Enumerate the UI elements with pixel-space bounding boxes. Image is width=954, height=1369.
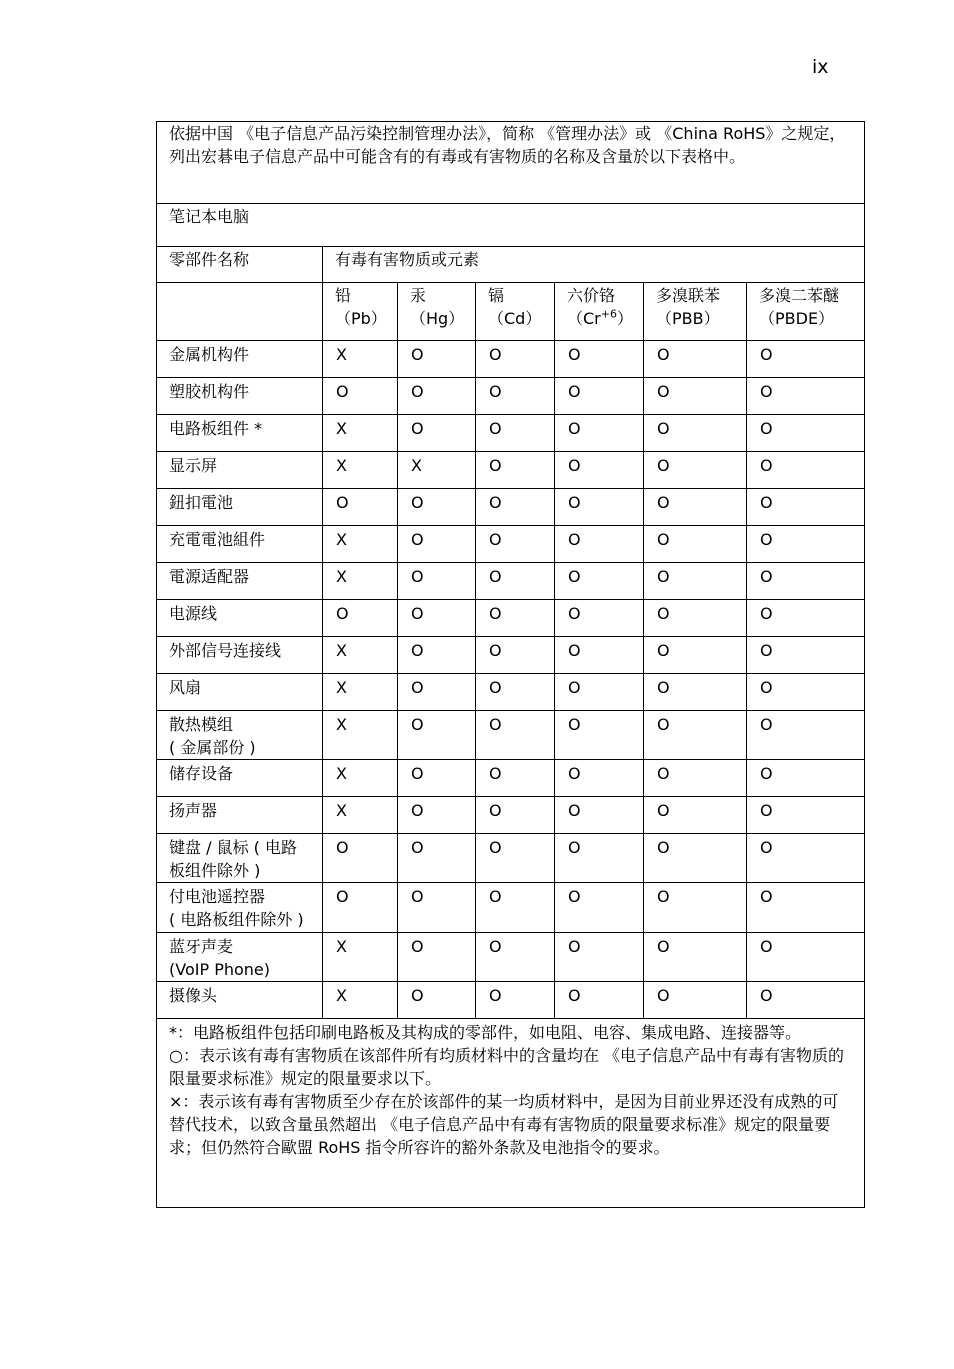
table-notes [157,1019,865,1208]
substance-mark: X [323,797,398,834]
table-row [157,637,865,674]
substance-mark: O [323,600,398,637]
note-line: *：电路板组件包括印刷电路板及其构成的零部件，如电阻、电容、集成电路、连接器等。 [169,1023,802,1042]
intro-text: 依据中国 《电子信息产品污染控制管理办法》，简称 《管理办法》或 《China RoHS》之规定，列出宏碁电子信息产品中可能含有的有毒或有害物质的名称及含量於以下表格中。 [157,122,865,204]
substance-mark: O [398,711,476,760]
substance-mark: O [747,378,865,415]
substance-mark: O [747,883,865,933]
product-category: 笔记本电脑 [157,204,865,247]
substance-mark: O [476,378,555,415]
substance-mark: O [644,378,747,415]
substance-mark: O [644,452,747,489]
substance-mark: O [398,600,476,637]
part-name: 电路板组件 * [157,415,323,452]
substance-mark: O [555,637,644,674]
substance-mark: O [323,883,398,933]
substance-name: 铅 [335,286,352,305]
table-row [157,797,865,834]
substance-mark: O [476,760,555,797]
part-name: 摄像头 [157,982,323,1019]
substance-mark: O [476,637,555,674]
substance-mark: O [644,933,747,982]
substance-mark: O [644,883,747,933]
part-name: 风扇 [157,674,323,711]
substance-mark: X [323,637,398,674]
substance-mark: X [323,415,398,452]
substance-header [555,283,644,341]
substance-symbol: （Cd） [488,309,542,328]
substance-mark: O [747,341,865,378]
substance-mark: O [398,489,476,526]
substance-mark: O [555,526,644,563]
substance-mark: O [398,982,476,1019]
substance-mark: X [323,933,398,982]
substance-mark: O [398,341,476,378]
substance-mark: O [398,378,476,415]
substance-mark: O [555,563,644,600]
substance-mark: O [555,711,644,760]
substance-mark: O [747,674,865,711]
substance-mark: O [644,563,747,600]
substance-mark: O [555,797,644,834]
substance-mark: O [398,933,476,982]
part-name: 显示屏 [157,452,323,489]
substance-mark: O [747,637,865,674]
substance-mark: O [644,341,747,378]
substance-mark: O [644,797,747,834]
table-row [157,526,865,563]
substance-mark: O [555,760,644,797]
substance-symbol: （Pb） [335,309,387,328]
substance-header [323,283,398,341]
substance-name: 六价铬 [567,286,616,305]
part-name: 充電電池組件 [157,526,323,563]
substance-mark: X [323,982,398,1019]
substance-header [398,283,476,341]
substance-mark: O [644,711,747,760]
table-row [157,563,865,600]
table-row [157,834,865,883]
substance-mark: O [476,883,555,933]
substance-mark: O [747,982,865,1019]
substance-mark: O [398,834,476,883]
substance-mark: X [323,563,398,600]
part-name: 储存设备 [157,760,323,797]
substance-mark: O [747,933,865,982]
rohs-substance-table [156,121,865,1208]
substance-mark: X [323,526,398,563]
substance-mark: O [747,797,865,834]
table-row [157,489,865,526]
substance-mark: O [747,600,865,637]
substance-mark: O [555,674,644,711]
part-name: 外部信号连接线 [157,637,323,674]
part-name: 键盘 / 鼠标 ( 电路板组件除外 ) [157,834,323,883]
substance-mark: O [398,415,476,452]
substance-header [644,283,747,341]
substance-mark: O [747,489,865,526]
table-row [157,982,865,1019]
substance-symbol: （Hg） [410,309,465,328]
substance-mark: O [476,982,555,1019]
table-row [157,341,865,378]
substance-mark: O [476,834,555,883]
substance-header [747,283,865,341]
table-row [157,760,865,797]
substance-mark: O [555,341,644,378]
part-name: 電源适配器 [157,563,323,600]
substance-mark: O [476,600,555,637]
substance-mark: O [555,489,644,526]
substance-mark: X [323,711,398,760]
part-name: 塑胶机构件 [157,378,323,415]
table-row [157,674,865,711]
part-name: 蓝牙声麦 (VoIP Phone) [157,933,323,982]
substance-mark: O [747,563,865,600]
note-line: ×：表示该有毒有害物质至少存在於该部件的某一均质材料中，是因为目前业界还没有成熟的可替代技术，以致含量虽然超出 《电子信息产品中有毒有害物质的限量要求标准》规定的限量要求；但仍然符合歐盟 RoHS 指令所容许的豁外条款及电池指令的要求。 [169,1092,839,1157]
substance-mark: O [555,415,644,452]
substance-mark: O [398,760,476,797]
substance-mark: O [398,637,476,674]
substance-mark: O [476,563,555,600]
table-row [157,933,865,982]
substance-mark: O [323,378,398,415]
substance-mark: O [644,834,747,883]
substance-mark: O [747,526,865,563]
part-name: 扬声器 [157,797,323,834]
substance-mark: O [398,883,476,933]
substance-name: 镉 [488,286,505,305]
part-name: 散热模组 ( 金属部份 ) [157,711,323,760]
substance-name: 多溴二苯醚 [759,286,840,305]
substance-mark: O [398,674,476,711]
substance-mark: O [398,526,476,563]
substance-mark: O [555,600,644,637]
part-name-header: 零部件名称 [157,247,323,283]
page-number: ix [812,56,829,78]
substance-symbol: （PBDE） [759,309,835,328]
substance-symbol: （PBB） [656,309,720,328]
substance-mark: O [747,711,865,760]
substance-mark: X [398,452,476,489]
substance-mark: O [555,378,644,415]
table-row [157,600,865,637]
table-row [157,378,865,415]
substance-mark: O [644,760,747,797]
substance-mark: O [323,489,398,526]
substance-name: 多溴联苯 [656,286,721,305]
substance-mark: O [476,674,555,711]
substance-mark: O [747,452,865,489]
substance-mark: O [555,982,644,1019]
substance-name: 汞 [410,286,427,305]
substance-mark: O [644,526,747,563]
substances-header: 有毒有害物质或元素 [323,247,865,283]
substance-mark: O [644,674,747,711]
part-name: 鈕扣電池 [157,489,323,526]
substance-mark: O [476,489,555,526]
substance-mark: O [398,563,476,600]
substance-mark: O [476,452,555,489]
substance-mark: O [644,415,747,452]
table-row [157,711,865,760]
substance-mark: O [555,883,644,933]
substance-mark: O [476,341,555,378]
substance-mark: O [747,415,865,452]
substance-mark: O [323,834,398,883]
substance-symbol: $(Cr^{+6})$ [567,307,633,328]
part-name: 电源线 [157,600,323,637]
substance-mark: O [644,600,747,637]
substance-mark: O [476,711,555,760]
substance-mark: O [644,489,747,526]
part-name: 金属机构件 [157,341,323,378]
substance-mark: X [323,341,398,378]
substance-mark: O [644,637,747,674]
substance-mark: O [555,933,644,982]
part-name: 付电池遥控器 ( 电路板组件除外 ) [157,883,323,933]
substance-mark: O [747,760,865,797]
substance-mark: O [476,415,555,452]
substance-mark: X [323,760,398,797]
empty-header-cell [157,283,323,341]
substance-mark: O [476,933,555,982]
substance-mark: O [555,834,644,883]
substance-mark: X [323,674,398,711]
table-row [157,883,865,933]
substance-mark: O [476,797,555,834]
substance-mark: O [644,982,747,1019]
table-row [157,452,865,489]
table-row [157,415,865,452]
substance-mark: X [323,452,398,489]
substance-mark: O [747,834,865,883]
substance-mark: O [398,797,476,834]
note-line: ○：表示该有毒有害物质在该部件所有均质材料中的含量均在 《电子信息产品中有毒有害物质的限量要求标准》规定的限量要求以下。 [169,1046,845,1088]
substance-header [476,283,555,341]
substance-mark: O [476,526,555,563]
substance-mark: O [555,452,644,489]
